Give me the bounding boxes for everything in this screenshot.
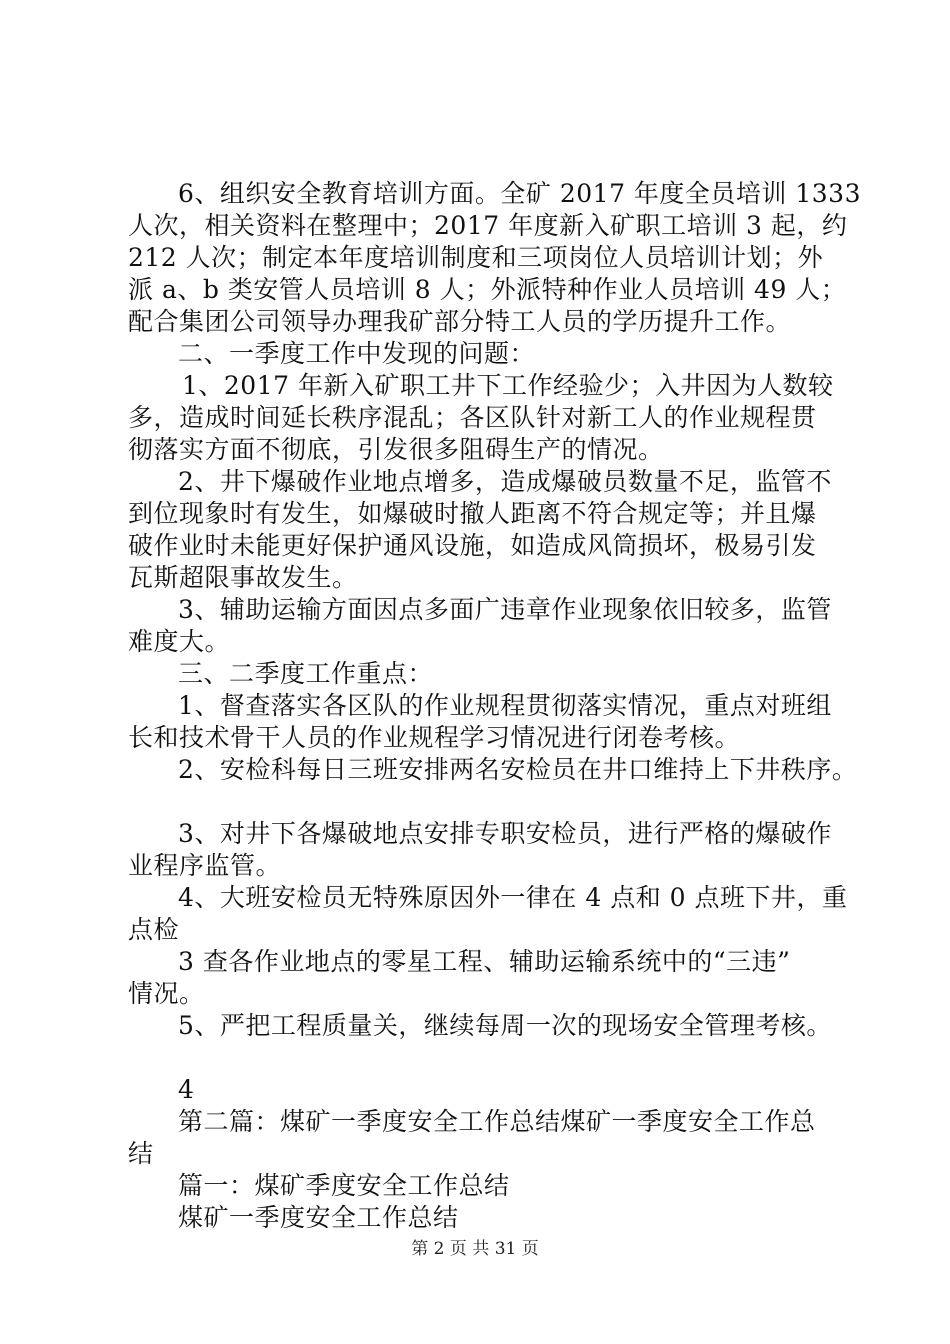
inline-page-number: 4: [178, 1075, 195, 1104]
text-line: 派 a、b 类安管人员培训 8 人；外派特种作业人员培训 49 人；: [128, 275, 847, 304]
text-line: 6、组织安全教育培训方面。全矿 2017 年度全员培训 1333: [178, 179, 861, 208]
text-line: 难度大。: [128, 627, 231, 656]
text-line: 点检: [128, 915, 180, 944]
text-line: 2、井下爆破作业地点增多，造成爆破员数量不足，监管不: [178, 467, 832, 496]
text-line: 长和技术骨干人员的作业规程学习情况进行闭卷考核。: [128, 723, 741, 752]
text-line: 4、大班安检员无特殊原因外一律在 4 点和 0 点班下井，重: [178, 883, 848, 912]
text-line: 3、辅助运输方面因点多面广违章作业现象依旧较多，监管: [178, 595, 832, 624]
text-line: 2、安检科每日三班安排两名安检员在井口维持上下井秩序。: [178, 755, 858, 784]
text-line: 5、严把工程质量关，继续每周一次的现场安全管理考核。: [178, 1011, 832, 1040]
text-line: 到位现象时有发生，如爆破时撤人距离不符合规定等；并且爆: [128, 499, 817, 528]
text-line: 多，造成时间延长秩序混乱；各区队针对新工人的作业规程贯: [128, 403, 817, 432]
text-line: 1、督查落实各区队的作业规程贯彻落实情况，重点对班组: [178, 691, 832, 720]
text-line: 瓦斯超限事故发生。: [128, 563, 358, 592]
text-line: 1、2017 年新入矿职工井下工作经验少；入井因为人数较: [182, 371, 834, 400]
text-line: 业程序监管。: [128, 851, 282, 880]
chapter-heading: 第二篇：煤矿一季度安全工作总结煤矿一季度安全工作总: [178, 1107, 816, 1136]
text-line: 情况。: [128, 979, 205, 1008]
section-heading: 三、二季度工作重点：: [178, 659, 434, 688]
chapter-heading: 结: [128, 1139, 154, 1168]
text-line: 破作业时未能更好保护通风设施，如造成风筒损坏，极易引发: [128, 531, 817, 560]
subheading: 篇一：煤矿季度安全工作总结: [178, 1171, 510, 1200]
text-line: 3、对井下各爆破地点安排专职安检员，进行严格的爆破作: [178, 819, 832, 848]
page-footer: 第 2 页 共 31 页: [411, 1239, 539, 1259]
text-line: 彻落实方面不彻底，引发很多阻碍生产的情况。: [128, 435, 664, 464]
section-heading: 二、一季度工作中发现的问题：: [178, 339, 536, 368]
text-line: 人次，相关资料在整理中；2017 年度新入矿职工培训 3 起，约: [128, 211, 848, 240]
subheading: 煤矿一季度安全工作总结: [178, 1203, 459, 1232]
text-line: 212 人次；制定本年度培训制度和三项岗位人员培训计划；外: [128, 243, 824, 272]
text-line: 3 查各作业地点的零星工程、辅助运输系统中的“三违”: [178, 947, 791, 976]
text-line: 配合集团公司领导办理我矿部分特工人员的学历提升工作。: [128, 307, 792, 336]
